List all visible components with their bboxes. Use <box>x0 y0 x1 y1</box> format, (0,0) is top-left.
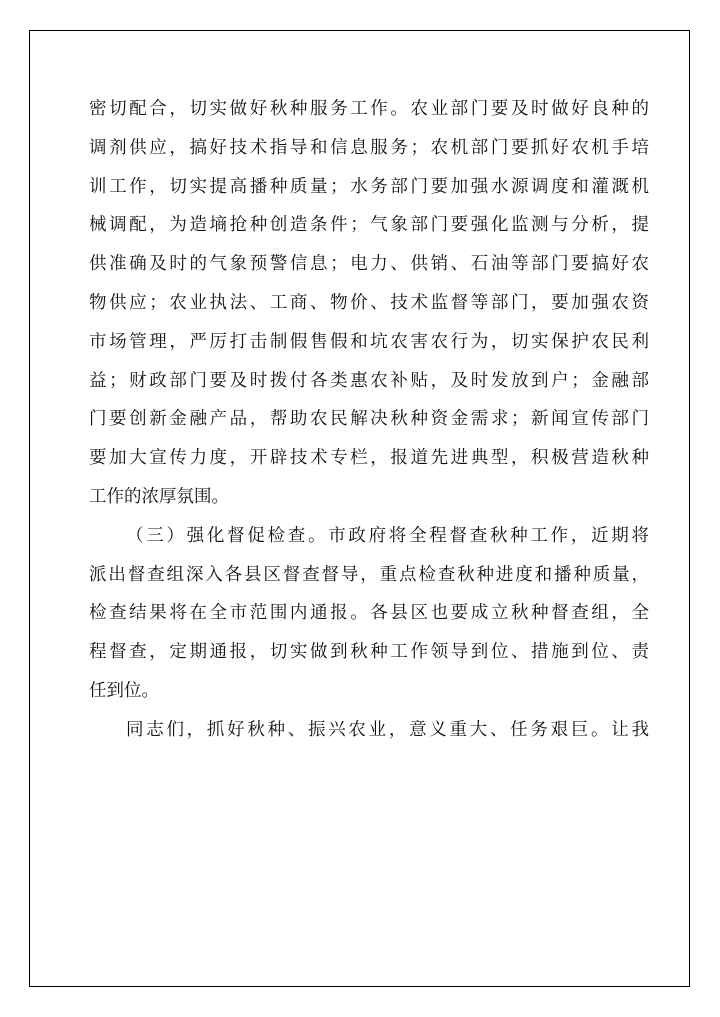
text-line: 益；财政部门要及时拨付各类惠农补贴，及时发放到户；金融部 <box>89 370 649 391</box>
text-line: 训工作，切实提高播种质量；水务部门要加强水源调度和灌溉机 <box>89 176 649 197</box>
text-line: 任到位。 <box>89 680 159 701</box>
text-line: 物供应；农业执法、工商、物价、技术监督等部门，要加强农资 <box>89 292 649 313</box>
text-line: 派出督查组深入各县区督查督导，重点检查秋种进度和播种质量， <box>89 564 649 585</box>
text-line: 械调配，为造墒抢种创造条件；气象部门要强化监测与分析，提 <box>89 215 649 236</box>
text-line: 同志们，抓好秋种、振兴农业，意义重大、任务艰巨。让我 <box>126 719 649 740</box>
paragraph-2 <box>89 517 649 711</box>
text-line: 程督查，定期通报，切实做到秋种工作领导到位、措施到位、责 <box>89 642 649 663</box>
text-line: 要加大宣传力度，开辟技术专栏，报道先进典型，积极营造秋种 <box>89 448 649 469</box>
text-line: 工作的浓厚氛围。 <box>89 486 229 507</box>
text-line: 市场管理，严厉打击制假售假和坑农害农行为，切实保护农民利 <box>89 331 649 352</box>
paragraph-3 <box>89 711 649 750</box>
text-line: 密切配合，切实做好秋种服务工作。农业部门要及时做好良种的 <box>89 99 649 119</box>
text-line: （三）强化督促检查。市政府将全程督查秋种工作，近期将 <box>126 525 649 546</box>
text-line: 门要创新金融产品，帮助农民解决秋种资金需求；新闻宣传部门 <box>89 409 649 430</box>
document-body <box>89 90 649 750</box>
paragraph-1 <box>89 90 649 517</box>
text-line: 检查结果将在全市范围内通报。各县区也要成立秋种督查组，全 <box>89 603 649 624</box>
text-line: 调剂供应，搞好技术指导和信息服务；农机部门要抓好农机手培 <box>89 137 649 158</box>
text-line: 供准确及时的气象预警信息；电力、供销、石油等部门要搞好农 <box>89 254 649 275</box>
